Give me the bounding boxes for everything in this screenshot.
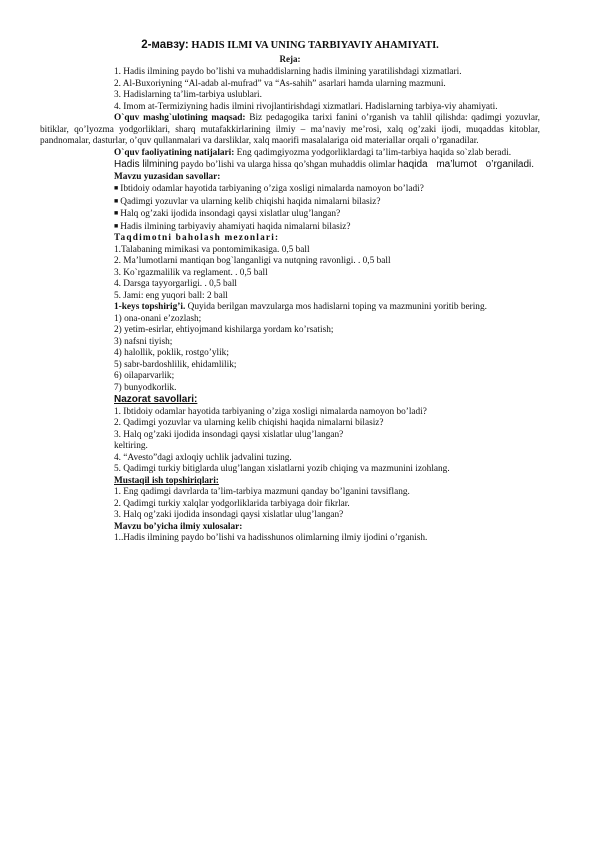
nazorat-item: 2. Qadimgi yozuvlar va ularning kelib chiqishi haqida nimalarni bilasiz? (114, 418, 384, 428)
mustaqil-item: 3. Halq og’zaki ijodida insondagi qaysi xislatlar ulug’langan? (114, 510, 344, 520)
keys-text: Quyida berilgan mavzularga mos hadislarni toping va mazmunini yoritib bering. (185, 302, 487, 312)
nazorat-item: keltiring. (114, 441, 148, 451)
topic-title: HADIS ILMI VA UNING TARBIYAVIY AHAMIYATI. (188, 40, 439, 51)
savol-item: ■ Hadis ilmining tarbiyaviy ahamiyati haqida nimalarni bilasiz? (114, 221, 351, 232)
bullet-icon: ■ (114, 196, 119, 205)
keys-paragraph (40, 302, 540, 314)
natija-text: Eng qadimgiyozma yodgorliklardagi ta’lim-tarbiya haqida so`zlab beradi. (234, 147, 512, 158)
natija-label: O`quv faoliyatining natijalari: (114, 147, 235, 158)
xulosa-heading: Mavzu bo’yicha ilmiy xulosalar: (114, 521, 243, 532)
nazorat-item: 3. Halq og’zaki ijodida insondagi qaysi xislatlar ulug’langan? (114, 429, 344, 440)
reja-item: 4. Imom at-Termiziyning hadis ilmini rivojlantirishdagi xizmatlari. Hadislarning tarbiya-viy ahamiyati. (114, 101, 498, 112)
keys-item: 2) yetim-esirlar, ehtiyojmand kishilarga yordam ko’rsatish; (114, 325, 334, 335)
page-title (40, 40, 540, 52)
keys-item: 4) halollik, poklik, rostgo’ylik; (114, 348, 229, 358)
baholash-item: 5. Jami: eng yuqori ball: 2 ball (114, 290, 228, 301)
reja-item: 3. Hadislarning ta’lim-tarbiya uslublari. (114, 90, 262, 100)
nazorat-item: 1. Ibtidoiy odamlar hayotida tarbiyaning o’ziga xosligi nimalarda namoyon bo’ladi? (114, 406, 427, 417)
baholash-item: 4. Darsga tayyorgarligi. . 0,5 ball (114, 279, 237, 289)
topic-number: 2-мавзу: (141, 39, 189, 51)
mustaqil-heading: Mustaqil ish topshiriqlari: (114, 475, 219, 486)
hadis-serif-part: paydo bo’lishi va ularga hissa qo’shgan muhaddis olimlar (178, 160, 398, 170)
reja-item: 1. Hadis ilmining paydo bo’lishi va muhaddislarning hadis ilmining yaratilishdagi xizmatlari. (114, 67, 462, 77)
keys-item: 3) nafsni tiyish; (114, 336, 173, 347)
baholash-heading: Taqdimotni baholash mezonlari: (114, 233, 280, 243)
nazorat-item: 4. “Avesto”dagi axloqiy uchlik jadvalini tuzing. (114, 452, 292, 463)
maqsad-label: O`quv mashg`ulotining maqsad: (114, 113, 246, 123)
keys-item: 7) bunyodkorlik. (114, 382, 177, 393)
nazorat-item: 5. Qadimgi turkiy bitiglarda ulug’langan xislatlarni yozib chiqing va mazmunini izohlang. (114, 464, 450, 474)
baholash-item: 1.Talabaning mimikasi va pontomimikasiga. 0,5 ball (114, 244, 310, 255)
savol-item: ■ Halq og’zaki ijodida insondagi qaysi xislatlar ulug’langan? (114, 209, 341, 219)
xulosa-item: 1..Hadis ilmining paydo bo’lishi va hadisshunos olimlarning ilmiy ijodini o’rganish. (114, 533, 428, 543)
baholash-item: 3. Ko`rgazmalilik va reglament. . 0,5 ball (114, 267, 268, 278)
bullet-icon: ■ (114, 184, 119, 192)
savol-item: ■ Ibtidoiy odamlar hayotida tarbiyaning o’ziga xosligi nimalarda namoyon bo’ladi? (114, 184, 424, 194)
savol-item: ■ Qadimgi yozuvlar va ularning kelib chiqishi haqida nimalarni bilasiz? (114, 196, 381, 207)
savollar-heading: Mavzu yuzasidan savollar: (114, 171, 221, 182)
keys-label: 1-keys topshirig’i. (114, 302, 186, 312)
reja-item: 2. Al-Buxoriyning “Al-adab al-mufrad” va “As-sahih” asarlari hamda ularning mazmuni. (114, 78, 446, 89)
mustaqil-item: 2. Qadimgi turkiy xalqlar yodgorliklarida tarbiyaga doir fikrlar. (114, 498, 350, 509)
bullet-icon: ■ (114, 221, 119, 230)
mustaqil-item: 1. Eng qadimgi davrlarda ta’lim-tarbiya mazmuni qanday bo’lganini tavsiflang. (114, 487, 410, 497)
hadis-sans-tail: haqida ma’lumot o’rganiladi. (397, 159, 535, 170)
hadis-paragraph (40, 159, 540, 172)
keys-item: 6) oilaparvarlik; (114, 371, 175, 381)
natija-paragraph (40, 148, 540, 160)
hadis-sans-part: Hadis lilmining (114, 159, 179, 170)
nazorat-heading: Nazorat savollari: (114, 394, 198, 405)
baholash-item: 2. Ma’lumotlarni mantiqan bog`langanligi va nutqning ravonligi. . 0,5 ball (114, 256, 391, 266)
maqsad-text: Biz pedagogika tarixi fanini o’rganish va tahlil qilishda: qadimgi yozuvlar, bitiklar, qo’lyozma yodgorliklari, sharq mutafakkirlarining ilmiy – ma’naviy me’rosi, xalq og’zaki ijodi, muqaddas kitoblar, pandnomalar, dasturlar, o’quv qullanmalari va darsliklar, xalq maorifi masalalariga oid materiallar orqali o’rganadilar. (40, 113, 540, 146)
keys-item: 5) sabr-bardoshlilik, ehidamlilik; (114, 359, 237, 370)
maqsad-paragraph (40, 113, 540, 148)
keys-item: 1) ona-onani e’zozlash; (114, 313, 202, 324)
reja-label: Reja: (279, 53, 301, 64)
bullet-icon: ■ (114, 209, 119, 217)
